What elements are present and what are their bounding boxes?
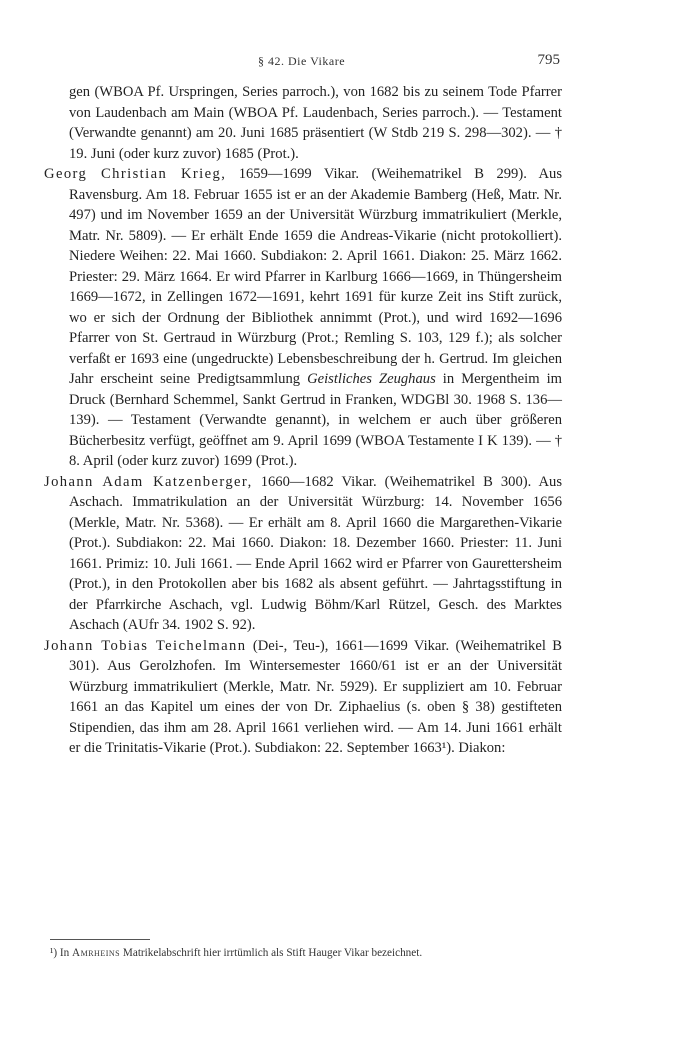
entry-katzenberger <box>44 472 562 636</box>
page-body <box>44 82 562 759</box>
entry-text: gen (WBOA Pf. Urspringen, Series parroch.), von 1682 bis zu seinem Tode Pfarrer von Laudenbach am Main (WBOA Pf. Laudenbach, Series parroch.). — Testament (Verwandte genannt) am 20. Juni 1685 präsentiert (W Stdb 219 S. 298—302). — † 19. Juni (oder kurz zuvor) 1685 (Prot.). <box>69 84 562 162</box>
footnote-text: In <box>57 947 73 959</box>
entry-continuation <box>44 82 562 164</box>
entry-text: 1659—1699 Vikar. (Weihematrikel B 299). Aus Ravensburg. Am 18. Februar 1655 ist er an der Akademie Bamberg (Heß, Matr. Nr. 497) und im November 1659 an der Universität Würzburg immatrikuliert (Merkle, Matr. Nr. 5809). — Er erhält Ende 1659 die Andreas-Vikarie (nicht protokolliert). Niedere Weihen: 22. Mai 1660. Subdiakon: 2. April 1661. Diakon: 25. März 1662. Priester: 29. März 1664. Er wird Pfarrer in Karlburg 1666—1669, in Thüngersheim 1669—1672, in Zellingen 1672—1691, kehrt 1691 für kurze Zeit ins Stift zurück, wo er sich der Ordnung der Bibliothek annimmt (Prot.), und wird 1692—1696 Pfarrer von St. Gertraud in Würzburg (Prot.; Remling S. 103, 129 f.); als solcher verfaßt er 1693 eine (ungedruckte) Lebensbeschreibung der h. Gertrud. Im gleichen Jahr erscheint seine Predigtsammlung <box>69 166 563 387</box>
running-head: § 42. Die Vikare <box>258 54 346 68</box>
book-title: Geistliches Zeughaus <box>307 371 436 387</box>
entry-teichelmann <box>44 636 562 759</box>
footnote <box>50 946 570 960</box>
entry-text-after: in Mergentheim im Druck (Bernhard Schemmel, Sankt Gertrud in Franken, WDGBl 30. 1968 S. 136—139). — Testament (Verwandte genannt), in welchem er auch über größeren Bücherbesitz verfügt, geöffnet am 9. April 1699 (WBOA Testamente I K 139). — † 8. April (oder kurz zuvor) 1699 (Prot.). <box>69 371 563 469</box>
footnote-marker: ¹) <box>50 947 58 959</box>
entry-name: Georg Christian Krieg, <box>44 166 227 182</box>
page-header <box>0 52 700 72</box>
page-number: 795 <box>537 52 560 68</box>
footnote-rule <box>50 939 150 940</box>
entry-name: Johann Adam Katzenberger, <box>44 473 253 490</box>
entry-name: Johann Tobias Teichelmann <box>44 637 247 654</box>
footnote-text-after: Matrikelabschrift hier irrtümlich als Stift Hauger Vikar bezeichnet. <box>120 947 423 959</box>
entry-text: (Dei-, Teu-), 1661—1699 Vikar. (Weihematrikel B 301). Aus Gerolzhofen. Im Wintersemester 1660/61 ist er an der Universität Würzburg immatrikuliert (Merkle, Matr. Nr. 5929). Er suppliziert am 10. Februar 1661 an das Kapitel um eines der von Dr. Ziphaelius (s. oben § 38) gestifteten Stipendien, das ihm am 28. April 1661 verliehen wird. — Am 14. Juni 1661 erhält er die Trinitatis-Vikarie (Prot.). Subdiakon: 22. September 1663¹). Diakon: <box>69 637 562 756</box>
entry-text: 1660—1682 Vikar. (Weihematrikel B 300). Aus Aschach. Immatrikulation an der Universität Würzburg: 14. November 1656 (Merkle, Matr. Nr. 5368). — Er erhält am 8. April 1660 die Margarethen-Vikarie (Prot.). Subdiakon: 22. Mai 1660. Diakon: 18. Dezember 1660. Priester: 11. Juni 1661. Primiz: 10. Juli 1661. — Ende April 1662 wird er Pfarrer von Gaurettersheim (Prot.), in den Protokollen aber bis 1682 als absent geführt. — Jahrtagsstiftung in der Pfarrkirche Aschach, vgl. Ludwig Böhm/Karl Rützel, Gesch. des Marktes Aschach (AUfr 34. 1902 S. 92). <box>69 473 562 633</box>
entry-krieg <box>44 164 562 472</box>
footnote-author: Amrheins <box>72 947 121 959</box>
